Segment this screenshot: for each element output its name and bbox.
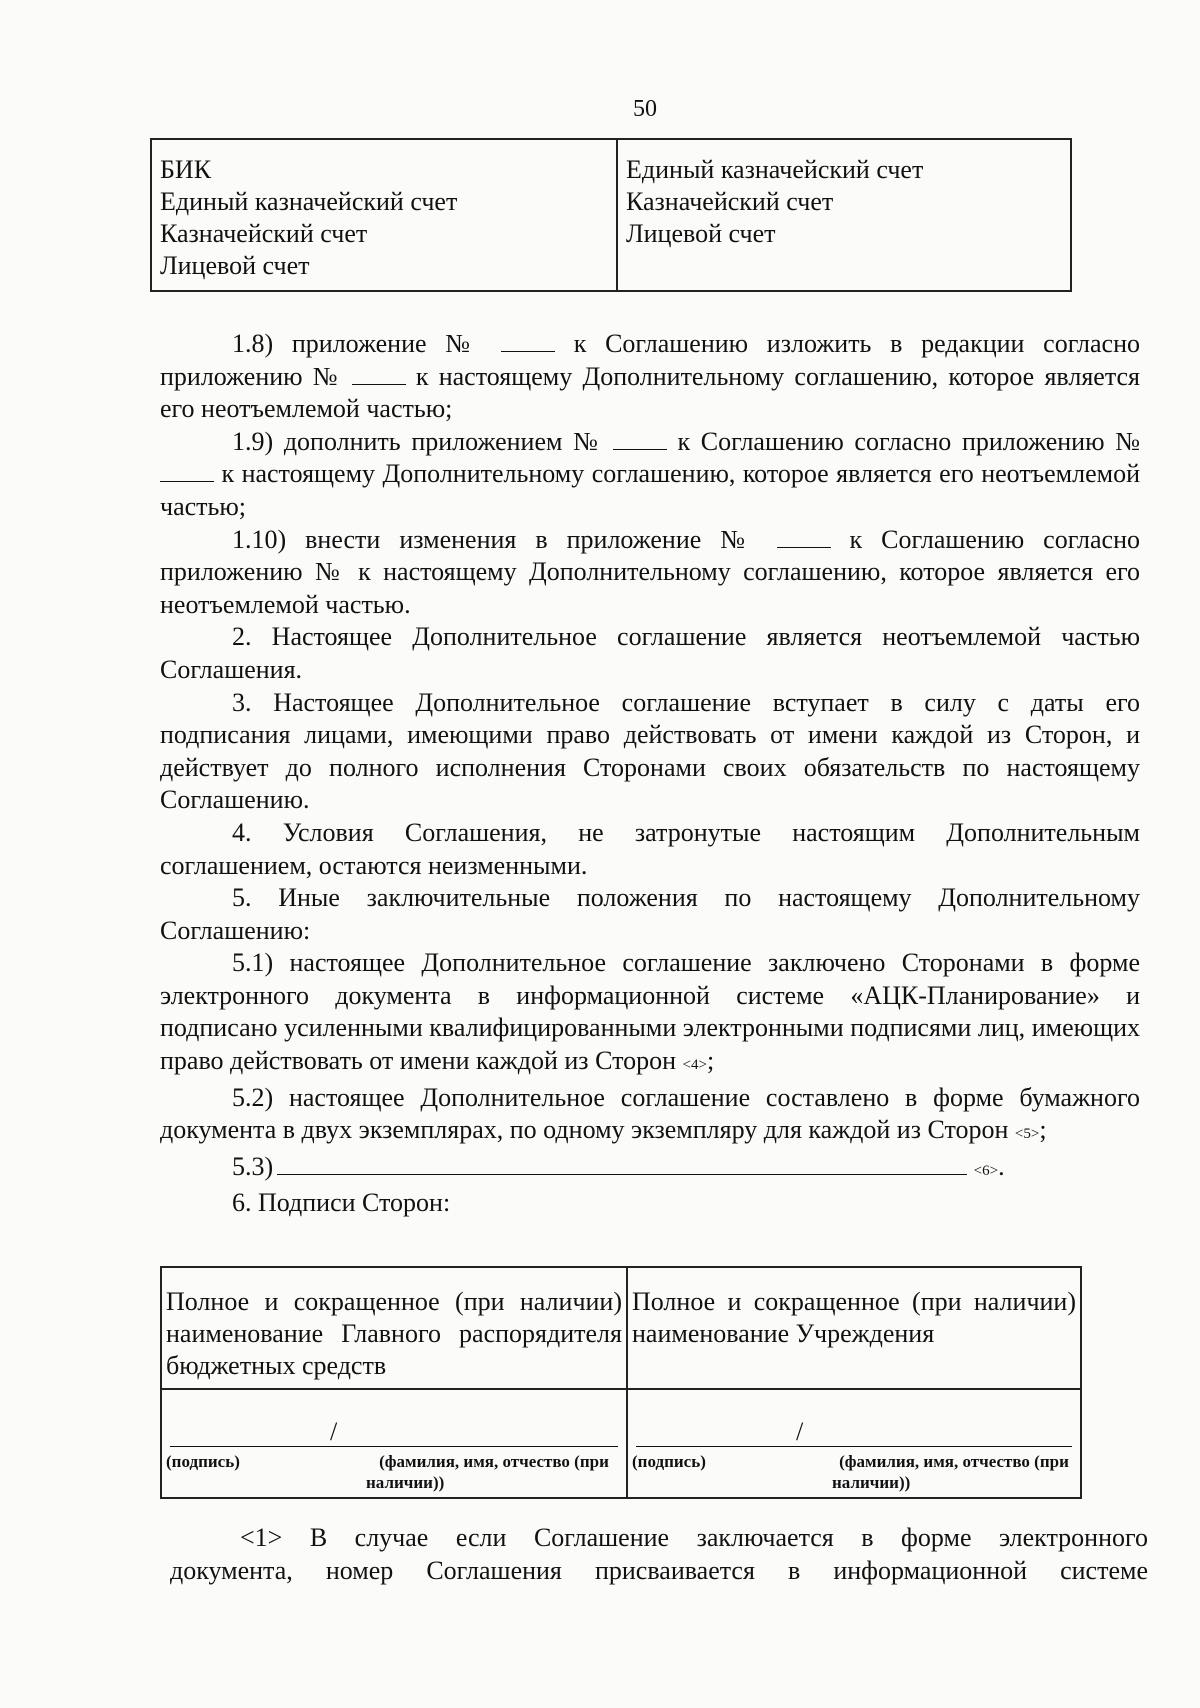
bank-details-left-cell [151,139,617,291]
signature-line [170,1412,618,1447]
footnote-line: <1> В случае если Соглашение заключается в форме электронного [240,1523,1148,1552]
chief-manager-signature-cell [161,1389,627,1498]
blank-line [501,329,555,352]
bank-field-single-treasury-account: Единый казначейский счет [160,187,458,216]
footnote-1 [170,1522,1148,1587]
blank-line [777,525,831,548]
signatures-table [160,1266,1082,1499]
blank-line [613,427,667,450]
blank-line [160,459,214,482]
chief-manager-name-cell: Полное и сокращенное (при наличии) наименование Главного распорядителя бюджетных средств [161,1267,627,1389]
paragraph-1-9: 1.9) дополнить приложением № к Соглашению согласно приложению № к настоящему Дополнительному соглашению, которое является его неотъемлемой частью; [160,426,1141,521]
bank-details-right-cell [617,139,1071,291]
blank-line [277,1154,967,1175]
bank-field-single-treasury-account: Единый казначейский счет [626,155,924,184]
agreement-body [160,328,1140,1220]
bank-field-personal-account: Лицевой счет [626,219,776,248]
institution-signature-cell [627,1389,1081,1498]
signature-line [636,1412,1072,1447]
paragraph-1-8: 1.8) приложение № к Соглашению изложить в редакции согласно приложению № к настоящему Дополнительному соглашению, которое является его неотъемлемой частью; [160,329,1141,424]
page-number: 50 [633,96,657,122]
paragraph-5: 5. Иные заключительные положения по настоящему Дополнительному Соглашению: [160,883,1140,945]
bank-field-treasury-account: Казначейский счет [626,187,834,216]
bank-details-table [150,138,1072,292]
paragraph-3: 3. Настоящее Дополнительное соглашение вступает в силу с даты его подписания лицами, имеющими право действовать от имени каждой из Сторон, и действует до полного исполнения Сторонами своих обязательств по настоящему Соглашению. [160,687,1140,815]
bank-field-bik: БИК [160,155,212,184]
paragraph-5-1: 5.1) настоящее Дополнительное соглашение заключено Сторонами в форме электронного документа в информационной системе «АЦК-Планирование» и подписано усиленными квалифицированными электронными подписями лиц, имеющих право действовать от имени каждой из Сторон <4>; [160,948,1140,1076]
signature-caption: (подпись) [632,1452,706,1471]
footnote-line: документа, номер Соглашения присваивается в информационной системе [170,1555,1148,1585]
bank-field-treasury-account: Казначейский счет [160,219,368,248]
footnote-ref-6: <6> [973,1162,999,1179]
paragraph-5-3: 5.3) <6>. [232,1151,1005,1181]
signature-caption: (подпись) [166,1452,240,1471]
paragraph-2: 2. Настоящее Дополнительное соглашение является неотъемлемой частью Соглашения. [160,622,1140,684]
institution-name-cell: Полное и сокращенное (при наличии) наименование Учреждения [627,1267,1081,1389]
footnote-ref-4: <4> [682,1057,707,1074]
full-name-caption: (фамилия, имя, отчество (при наличии)) [832,1452,1069,1492]
paragraph-4: 4. Условия Соглашения, не затронутые настоящим Дополнительным соглашением, остаются неизменными. [160,817,1140,880]
signature-separator: / [330,1417,338,1446]
paragraph-1-10: 1.10) внести изменения в приложение № к Соглашению согласно приложению № к настоящему Дополнительному соглашению, которое является его неотъемлемой частью. [160,524,1141,619]
paragraph-6: 6. Подписи Сторон: [232,1188,451,1218]
signature-separator: / [796,1417,804,1446]
blank-line [352,362,406,385]
footnote-ref-5: <5> [1014,1126,1040,1143]
bank-field-personal-account: Лицевой счет [160,251,310,280]
full-name-caption: (фамилия, имя, отчество (при наличии)) [366,1452,609,1492]
paragraph-5-2: 5.2) настоящее Дополнительное соглашение составлено в форме бумажного документа в двух экземплярах, по одному экземпляру для каждой из Сторон <5>; [160,1082,1140,1145]
